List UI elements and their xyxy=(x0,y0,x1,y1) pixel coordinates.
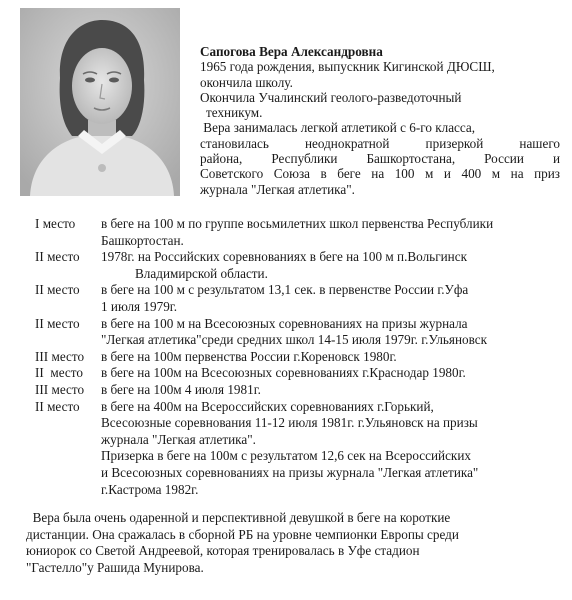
result-text: и Всесоюзных соревнованиях на призы журнала "Легкая атлетика" xyxy=(101,464,479,480)
bio-line: журнала "Легкая атлетика". xyxy=(200,181,355,197)
portrait-photo xyxy=(20,8,180,196)
place-label: III место xyxy=(35,381,85,397)
result-text: 1978г. на Российских соревнованиях в беге на 100 м п.Вольгинск xyxy=(101,249,467,265)
bio-header xyxy=(200,44,560,197)
summary-line: юниорок со Светой Андреевой, которая тренировалась в Уфе стадион xyxy=(26,543,420,559)
result-row xyxy=(35,365,560,382)
bio-line: Окончила Учалинский геолого-разведоточный xyxy=(200,89,462,105)
bio-line: 1965 года рождения, выпускник Кигинской ДЮСШ, xyxy=(200,59,495,75)
result-row xyxy=(35,349,560,366)
result-row xyxy=(35,316,560,349)
result-row xyxy=(35,216,560,249)
person-name: Сапогова Вера Александровна xyxy=(200,44,383,59)
result-text: Всесоюзные соревнования 11-12 июля 1981г. г.Ульяновск на призы xyxy=(101,415,478,431)
place-label: II место xyxy=(35,282,80,298)
result-text: в беге на 100м первенства России г.Кореновск 1980г. xyxy=(101,348,397,364)
bio-line: района, Республики Башкортостана, России и xyxy=(200,151,560,167)
result-text: в беге на 100м 4 июля 1981г. xyxy=(101,381,261,397)
summary-paragraph xyxy=(26,510,556,576)
summary-line: дистанции. Она сражалась в сборной РБ на уровне чемпионки Европы среди xyxy=(26,526,459,542)
result-row xyxy=(35,382,560,399)
result-text: Владимирской области. xyxy=(135,265,268,281)
bio-line: Советского Союза в беге на 100 м и 400 м на приз xyxy=(200,166,560,182)
summary-line: "Гастелло"у Рашида Мунирова. xyxy=(26,559,204,575)
result-text: Башкортостан. xyxy=(101,232,184,248)
bio-line: окончила школу. xyxy=(200,74,293,90)
result-text: 1 июля 1979г. xyxy=(101,298,178,314)
bio-line: техникум. xyxy=(206,105,263,121)
result-row xyxy=(35,399,560,499)
place-label: II место xyxy=(35,315,80,331)
result-text: в беге на 100 м с результатом 13,1 сек. в первенстве России г.Уфа xyxy=(101,282,469,298)
bio-line: Вера занималась легкой атлетикой с 6-го класса, xyxy=(200,120,476,136)
result-text: г.Кастрома 1982г. xyxy=(101,481,199,497)
result-text: журнала "Легкая атлетика". xyxy=(101,431,256,447)
place-label: II место xyxy=(35,365,83,381)
result-row xyxy=(35,249,560,282)
place-label: II место xyxy=(35,398,80,414)
place-label: I место xyxy=(35,216,76,231)
bio-line: становилась неоднократной призеркой нашего xyxy=(200,135,560,151)
place-label: III место xyxy=(35,348,85,364)
summary-line: Вера была очень одаренной и перспективной девушкой в беге на короткие xyxy=(26,510,451,525)
result-text: "Легкая атлетика"среди средних школ 14-15 июля 1979г. г.Ульяновск xyxy=(101,332,488,348)
results-list xyxy=(35,216,560,498)
result-row xyxy=(35,282,560,315)
portrait-image xyxy=(20,8,180,196)
result-text: в беге на 100 м по группе восьмилетних школ первенства Республики xyxy=(101,216,494,231)
result-text: в беге на 400м на Всероссийских соревнованиях г.Горький, xyxy=(101,398,434,414)
result-text: Призерка в беге на 100м с результатом 12,6 сек на Всероссийских xyxy=(101,448,471,464)
result-text: в беге на 100м на Всесоюзных соревнованиях г.Краснодар 1980г. xyxy=(101,365,466,381)
place-label: II место xyxy=(35,249,80,265)
result-text: в беге на 100 м на Всесоюзных соревнованиях на призы журнала xyxy=(101,315,468,331)
